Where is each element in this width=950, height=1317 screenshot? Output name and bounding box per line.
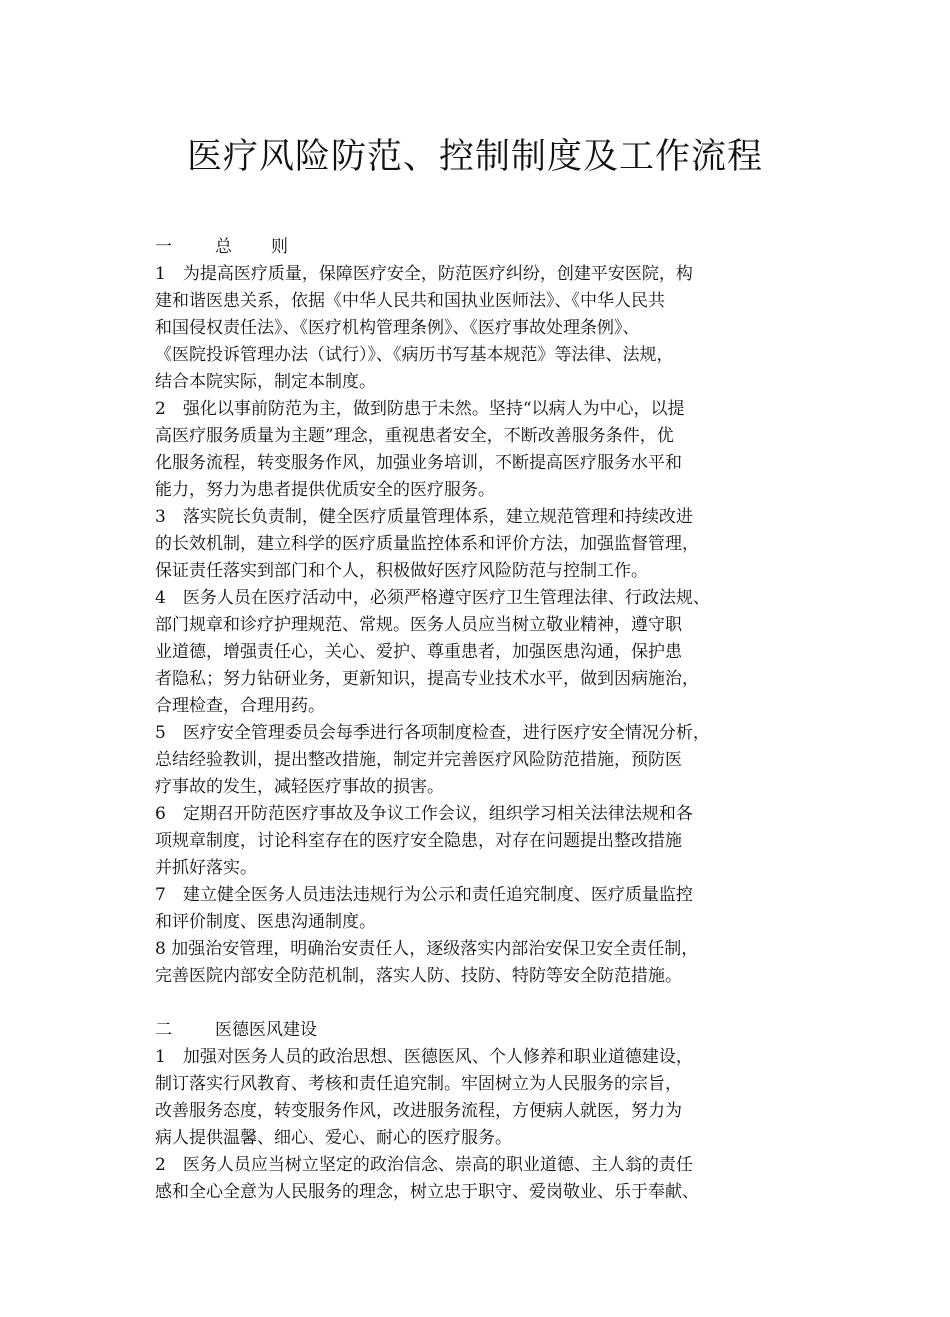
section-heading-ethics xyxy=(155,1017,803,1044)
paragraph-line: 建和谐医患关系，依据《中华人民共和国执业医师法》、《中华人民共 xyxy=(155,291,665,311)
paragraph-line: 2 强化以事前防范为主，做到防患于未然。坚持“以病人为中心，以提 xyxy=(155,399,685,419)
paragraph-line: 合理检查，合理用药。 xyxy=(155,696,325,716)
section-heading-part: 总 xyxy=(215,237,232,257)
paragraph-line: 部门规章和诊疗护理规范、常规。医务人员应当树立敬业精神，遵守职 xyxy=(155,615,682,635)
paragraph-line: 8 加强治安管理，明确治安责任人，逐级落实内部治安保卫安全责任制， xyxy=(155,939,699,959)
paragraph-line: 7 建立健全医务人员违法违规行为公示和责任追究制度、医疗质量监控 xyxy=(155,885,693,905)
paragraph-line: 者隐私；努力钻研业务，更新知识，提高专业技术水平，做到因病施治， xyxy=(155,669,699,689)
section-number: 一 xyxy=(155,237,172,257)
paragraph-line: 制订落实行风教育、考核和责任追究制。牢固树立为人民服务的宗旨， xyxy=(155,1074,682,1094)
paragraph-line: 1 加强对医务人员的政治思想、医德医风、个人修养和职业道德建设， xyxy=(155,1047,693,1067)
paragraph-line: 结合本院实际，制定本制度。 xyxy=(155,372,376,392)
section-heading-text: 医德医风建设 xyxy=(215,1020,317,1040)
paragraph-line: 4 医务人员在医疗活动中，必须严格遵守医疗卫生管理法律、行政法规、 xyxy=(155,588,710,608)
document-body xyxy=(155,234,803,1206)
paragraph-line: 感和全心全意为人民服务的理念，树立忠于职守、爱岗敬业、乐于奉献、 xyxy=(155,1182,699,1202)
paragraph-line: 5 医疗安全管理委员会每季进行各项制度检查，进行医疗安全情况分析， xyxy=(155,723,710,743)
paragraph-line: 业道德，增强责任心，关心、爱护、尊重患者，加强医患沟通，保护患 xyxy=(155,642,682,662)
paragraph-line: 疗事故的发生，减轻医疗事故的损害。 xyxy=(155,777,444,797)
paragraph-line: 和国侵权责任法》、《医疗机构管理条例》、《医疗事故处理条例》、 xyxy=(155,318,640,338)
document-title: 医疗风险防范、控制制度及工作流程 xyxy=(186,137,763,177)
paragraph-line: 并抓好落实。 xyxy=(155,858,257,878)
section-gap xyxy=(155,990,803,1017)
paragraph-line: 能力，努力为患者提供优质安全的医疗服务。 xyxy=(155,480,495,500)
paragraph-line: 3 落实院长负责制，健全医疗质量管理体系，建立规范管理和持续改进 xyxy=(155,507,693,527)
paragraph-line: 保证责任落实到部门和个人，积极做好医疗风险防范与控制工作。 xyxy=(155,561,648,581)
paragraph-line: 的长效机制，建立科学的医疗质量监控体系和评价方法，加强监督管理， xyxy=(155,534,699,554)
paragraph-line: 1 为提高医疗质量，保障医疗安全，防范医疗纠纷，创建平安医院，构 xyxy=(155,264,693,284)
paragraph-line: 总结经验教训，提出整改措施，制定并完善医疗风险防范措施，预防医 xyxy=(155,750,682,770)
paragraph-line: 项规章制度，讨论科室存在的医疗安全隐患，对存在问题提出整改措施 xyxy=(155,831,682,851)
paragraph-line: 完善医院内部安全防范机制，落实人防、技防、特防等安全防范措施。 xyxy=(155,966,682,986)
paragraph-line: 化服务流程，转变服务作风，加强业务培训，不断提高医疗服务水平和 xyxy=(155,453,682,473)
paragraph-line: 和评价制度、医患沟通制度。 xyxy=(155,912,376,932)
section-heading-general xyxy=(155,234,803,261)
section-heading-part: 则 xyxy=(271,237,288,257)
paragraph-line: 《医院投诉管理办法（试行）》、《病历书写基本规范》等法律、法规， xyxy=(155,345,674,365)
paragraph-line: 2 医务人员应当树立坚定的政治信念、崇高的职业道德、主人翁的责任 xyxy=(155,1155,693,1175)
section-number: 二 xyxy=(155,1020,172,1040)
paragraph-line: 改善服务态度，转变服务作风，改进服务流程，方便病人就医，努力为 xyxy=(155,1101,682,1121)
paragraph-line: 病人提供温馨、细心、爱心、耐心的医疗服务。 xyxy=(155,1128,512,1148)
paragraph-line: 高医疗服务质量为主题”理念，重视患者安全，不断改善服务条件，优 xyxy=(155,426,674,446)
paragraph-line: 6 定期召开防范医疗事故及争议工作会议，组织学习相关法律法规和各 xyxy=(155,804,693,824)
